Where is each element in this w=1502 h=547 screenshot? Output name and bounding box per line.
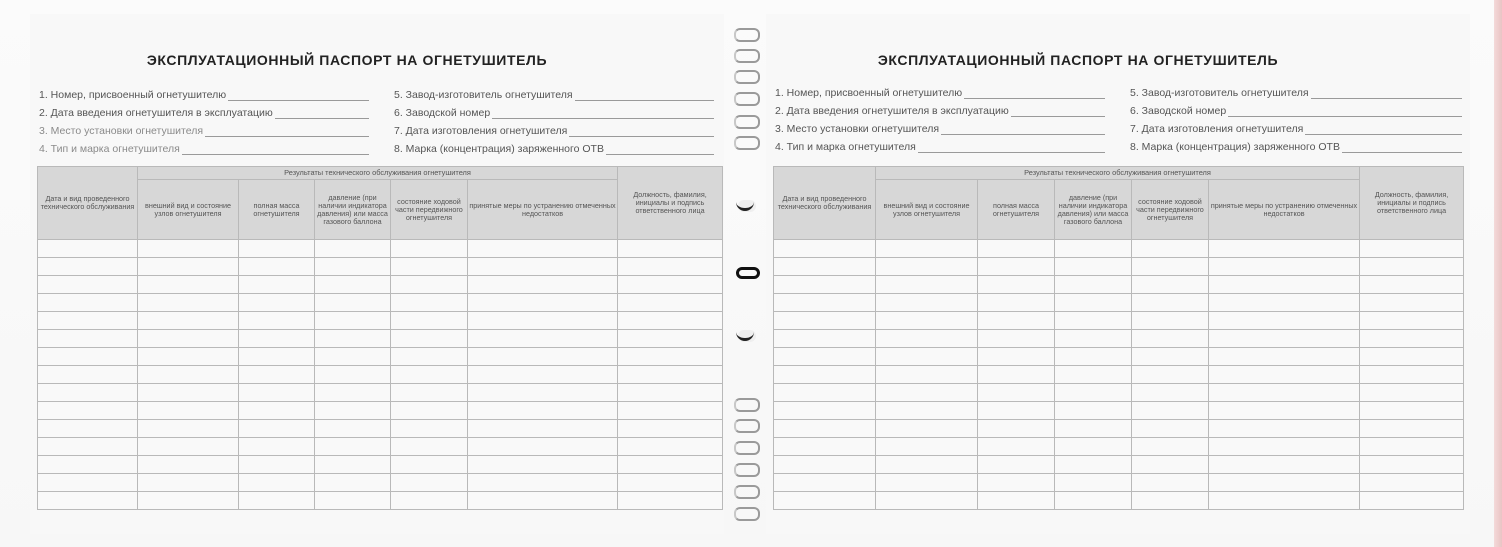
table-cell[interactable]: [1209, 276, 1360, 294]
table-cell[interactable]: [1209, 366, 1360, 384]
table-cell[interactable]: [1209, 438, 1360, 456]
table-cell[interactable]: [391, 402, 468, 420]
table-cell[interactable]: [468, 366, 618, 384]
table-cell[interactable]: [1132, 492, 1209, 510]
table-cell[interactable]: [876, 366, 978, 384]
table-cell[interactable]: [1055, 402, 1132, 420]
table-cell[interactable]: [618, 330, 723, 348]
col-measures-header: принятые меры по устранению отмеченных недостатков: [468, 180, 618, 240]
table-cell[interactable]: [239, 456, 315, 474]
table-cell[interactable]: [1209, 294, 1360, 312]
table-row: [38, 276, 723, 294]
table-cell[interactable]: [391, 330, 468, 348]
table-row: [774, 240, 1464, 258]
table-cell[interactable]: [391, 384, 468, 402]
table-cell[interactable]: [391, 276, 468, 294]
binding-coil: [734, 463, 760, 477]
binding-coil: [734, 136, 760, 150]
table-cell[interactable]: [876, 420, 978, 438]
field-commission-date[interactable]: 2. Дата введения огнетушителя в эксплуатацию: [39, 105, 369, 119]
field-number[interactable]: 1. Номер, присвоенный огнетушителю: [39, 87, 369, 101]
table-cell[interactable]: [1209, 330, 1360, 348]
table-cell[interactable]: [138, 276, 239, 294]
table-cell[interactable]: [978, 258, 1055, 276]
field-type[interactable]: 4. Тип и марка огнетушителя: [39, 141, 369, 155]
table-row: [774, 312, 1464, 330]
table-cell[interactable]: [618, 294, 723, 312]
table-cell[interactable]: [1055, 330, 1132, 348]
table-cell[interactable]: [315, 438, 391, 456]
table-cell[interactable]: [315, 474, 391, 492]
table-cell[interactable]: [1209, 240, 1360, 258]
binding-coil: [734, 70, 760, 84]
field-location[interactable]: 3. Место установки огнетушителя: [775, 121, 1105, 135]
table-cell[interactable]: [1209, 348, 1360, 366]
table-cell[interactable]: [978, 348, 1055, 366]
table-cell[interactable]: [1055, 420, 1132, 438]
table-row: [38, 366, 723, 384]
table-cell[interactable]: [978, 456, 1055, 474]
col-date-header: Дата и вид проведенного технического обслуживания: [38, 167, 138, 240]
table-cell[interactable]: [239, 366, 315, 384]
table-cell[interactable]: [468, 294, 618, 312]
table-row: [774, 456, 1464, 474]
table-cell[interactable]: [391, 492, 468, 510]
table-cell[interactable]: [391, 438, 468, 456]
table-cell[interactable]: [876, 492, 978, 510]
table-cell[interactable]: [1360, 402, 1464, 420]
table-cell[interactable]: [138, 294, 239, 312]
field-number[interactable]: 1. Номер, присвоенный огнетушителю: [775, 85, 1105, 99]
table-cell[interactable]: [876, 456, 978, 474]
page-title: ЭКСПЛУАТАЦИОННЫЙ ПАСПОРТ НА ОГНЕТУШИТЕЛЬ: [877, 52, 1279, 68]
table-cell[interactable]: [774, 240, 876, 258]
table-cell[interactable]: [468, 438, 618, 456]
table-cell[interactable]: [468, 312, 618, 330]
col-mass-header: полная масса огнетушителя: [978, 180, 1055, 240]
table-cell[interactable]: [618, 456, 723, 474]
table-cell[interactable]: [618, 474, 723, 492]
table-cell[interactable]: [391, 474, 468, 492]
binding-coil: [734, 115, 760, 129]
binding-coil: [734, 441, 760, 455]
col-measures-header: принятые меры по устранению отмеченных недостатков: [1209, 180, 1360, 240]
table-cell[interactable]: [774, 294, 876, 312]
table-cell[interactable]: [1360, 240, 1464, 258]
table-cell[interactable]: [1055, 456, 1132, 474]
binding-coil: [734, 398, 760, 412]
table-cell[interactable]: [239, 240, 315, 258]
table-cell[interactable]: [876, 312, 978, 330]
table-cell[interactable]: [1132, 456, 1209, 474]
table-cell[interactable]: [315, 258, 391, 276]
table-cell[interactable]: [391, 258, 468, 276]
table-cell[interactable]: [239, 420, 315, 438]
table-cell[interactable]: [138, 258, 239, 276]
table-cell[interactable]: [468, 474, 618, 492]
table-cell[interactable]: [38, 330, 138, 348]
table-row: [38, 402, 723, 420]
table-cell[interactable]: [618, 258, 723, 276]
left-page: [30, 14, 724, 534]
field-agent-brand[interactable]: 8. Марка (концентрация) заряженного ОТВ: [394, 141, 714, 155]
table-cell[interactable]: [774, 366, 876, 384]
table-cell[interactable]: [138, 420, 239, 438]
passport-fields: [775, 84, 1464, 154]
table-cell[interactable]: [38, 402, 138, 420]
table-cell[interactable]: [391, 240, 468, 258]
table-row: [38, 312, 723, 330]
table-cell[interactable]: [468, 492, 618, 510]
table-cell[interactable]: [38, 348, 138, 366]
table-cell[interactable]: [876, 438, 978, 456]
table-cell[interactable]: [1132, 348, 1209, 366]
col-date-header: Дата и вид проведенного технического обслуживания: [774, 167, 876, 240]
field-manufacture-date[interactable]: 7. Дата изготовления огнетушителя: [394, 123, 714, 137]
spiral-binding: [724, 0, 766, 547]
table-cell[interactable]: [774, 276, 876, 294]
table-cell[interactable]: [38, 474, 138, 492]
table-cell[interactable]: [138, 474, 239, 492]
page-title: ЭКСПЛУАТАЦИОННЫЙ ПАСПОРТ НА ОГНЕТУШИТЕЛЬ: [146, 52, 548, 68]
table-cell[interactable]: [1360, 294, 1464, 312]
table-cell[interactable]: [239, 384, 315, 402]
field-serial[interactable]: 6. Заводской номер: [1130, 103, 1462, 117]
table-cell[interactable]: [1360, 276, 1464, 294]
binding-coil: [734, 507, 760, 521]
table-row: [774, 258, 1464, 276]
table-cell[interactable]: [774, 312, 876, 330]
table-cell[interactable]: [1209, 456, 1360, 474]
table-cell[interactable]: [1132, 474, 1209, 492]
table-cell[interactable]: [618, 420, 723, 438]
table-row: [38, 258, 723, 276]
col-pressure-header: давление (при наличии индикатора давления) или масса газового баллона: [1055, 180, 1132, 240]
table-row: [38, 294, 723, 312]
field-commission-date[interactable]: 2. Дата введения огнетушителя в эксплуатацию: [775, 103, 1105, 117]
table-cell[interactable]: [876, 474, 978, 492]
table-row: [774, 474, 1464, 492]
table-cell[interactable]: [38, 438, 138, 456]
table-cell[interactable]: [1360, 348, 1464, 366]
table-cell[interactable]: [1360, 330, 1464, 348]
col-appearance-header: внешний вид и состояние узлов огнетушителя: [876, 180, 978, 240]
group-header: Результаты технического обслуживания огнетушителя: [138, 167, 618, 180]
table-cell[interactable]: [315, 402, 391, 420]
col-chassis-header: состояние ходовой части передвижного огнетушителя: [1132, 180, 1209, 240]
table-cell[interactable]: [1209, 312, 1360, 330]
table-cell[interactable]: [1209, 492, 1360, 510]
table-cell[interactable]: [38, 366, 138, 384]
table-cell[interactable]: [38, 456, 138, 474]
table-cell[interactable]: [391, 294, 468, 312]
table-cell[interactable]: [391, 366, 468, 384]
table-cell[interactable]: [138, 438, 239, 456]
table-row: [774, 438, 1464, 456]
table-cell[interactable]: [1209, 474, 1360, 492]
cover-edge: [1494, 0, 1502, 547]
table-row: [38, 348, 723, 366]
table-cell[interactable]: [1360, 474, 1464, 492]
col-appearance-header: внешний вид и состояние узлов огнетушителя: [138, 180, 239, 240]
table-cell[interactable]: [978, 276, 1055, 294]
table-cell[interactable]: [618, 366, 723, 384]
field-type[interactable]: 4. Тип и марка огнетушителя: [775, 139, 1105, 153]
table-cell[interactable]: [876, 258, 978, 276]
table-cell[interactable]: [315, 330, 391, 348]
table-cell[interactable]: [468, 276, 618, 294]
table-cell[interactable]: [468, 402, 618, 420]
col-signature-header: Должность, фамилия, инициалы и подпись ответственного лица: [618, 167, 723, 240]
table-cell[interactable]: [1055, 474, 1132, 492]
table-cell[interactable]: [315, 366, 391, 384]
table-cell[interactable]: [1055, 384, 1132, 402]
table-cell[interactable]: [1055, 366, 1132, 384]
table-cell[interactable]: [239, 330, 315, 348]
table-cell[interactable]: [315, 384, 391, 402]
table-cell[interactable]: [1055, 348, 1132, 366]
table-cell[interactable]: [391, 420, 468, 438]
table-cell[interactable]: [978, 366, 1055, 384]
table-cell[interactable]: [774, 258, 876, 276]
table-row: [774, 402, 1464, 420]
table-cell[interactable]: [239, 402, 315, 420]
table-cell[interactable]: [978, 420, 1055, 438]
table-cell[interactable]: [1132, 366, 1209, 384]
table-cell[interactable]: [38, 294, 138, 312]
table-cell[interactable]: [618, 384, 723, 402]
table-cell[interactable]: [774, 492, 876, 510]
table-cell[interactable]: [391, 312, 468, 330]
table-cell[interactable]: [978, 438, 1055, 456]
table-cell[interactable]: [774, 348, 876, 366]
table-cell[interactable]: [468, 420, 618, 438]
table-cell[interactable]: [239, 294, 315, 312]
table-cell[interactable]: [1055, 240, 1132, 258]
table-row: [38, 240, 723, 258]
table-cell[interactable]: [138, 330, 239, 348]
table-cell[interactable]: [138, 492, 239, 510]
table-cell[interactable]: [774, 474, 876, 492]
table-cell[interactable]: [138, 366, 239, 384]
table-cell[interactable]: [315, 348, 391, 366]
table-cell[interactable]: [1209, 258, 1360, 276]
table-cell[interactable]: [618, 240, 723, 258]
table-cell[interactable]: [978, 294, 1055, 312]
table-cell[interactable]: [468, 348, 618, 366]
table-cell[interactable]: [618, 348, 723, 366]
table-cell[interactable]: [876, 384, 978, 402]
table-row: [38, 474, 723, 492]
maintenance-table: [773, 166, 1464, 510]
table-cell[interactable]: [978, 312, 1055, 330]
table-cell[interactable]: [239, 348, 315, 366]
table-cell[interactable]: [876, 402, 978, 420]
col-pressure-header: давление (при наличии индикатора давления) или масса газового баллона: [315, 180, 391, 240]
table-cell[interactable]: [1055, 258, 1132, 276]
table-cell[interactable]: [1132, 330, 1209, 348]
table-cell[interactable]: [468, 258, 618, 276]
table-row: [38, 330, 723, 348]
table-cell[interactable]: [38, 384, 138, 402]
table-cell[interactable]: [138, 312, 239, 330]
table-row: [774, 294, 1464, 312]
table-cell[interactable]: [876, 330, 978, 348]
table-cell[interactable]: [1360, 366, 1464, 384]
table-row: [774, 348, 1464, 366]
table-cell[interactable]: [239, 492, 315, 510]
table-cell[interactable]: [618, 492, 723, 510]
table-cell[interactable]: [1209, 420, 1360, 438]
right-page: [766, 14, 1470, 534]
table-cell[interactable]: [315, 240, 391, 258]
table-cell[interactable]: [138, 402, 239, 420]
col-signature-header: Должность, фамилия, инициалы и подпись ответственного лица: [1360, 167, 1464, 240]
table-cell[interactable]: [315, 312, 391, 330]
table-cell[interactable]: [774, 420, 876, 438]
table-row: [774, 492, 1464, 510]
field-manufacturer[interactable]: 5. Завод-изготовитель огнетушителя: [1130, 85, 1462, 99]
table-cell[interactable]: [468, 330, 618, 348]
table-row: [774, 330, 1464, 348]
table-cell[interactable]: [978, 384, 1055, 402]
binding-ring: [736, 267, 760, 279]
table-cell[interactable]: [1360, 312, 1464, 330]
table-cell[interactable]: [239, 276, 315, 294]
table-cell[interactable]: [1132, 276, 1209, 294]
table-cell[interactable]: [1132, 312, 1209, 330]
table-cell[interactable]: [315, 420, 391, 438]
table-cell[interactable]: [774, 456, 876, 474]
table-cell[interactable]: [1132, 240, 1209, 258]
table-row: [774, 384, 1464, 402]
table-cell[interactable]: [1209, 384, 1360, 402]
col-mass-header: полная масса огнетушителя: [239, 180, 315, 240]
table-cell[interactable]: [38, 492, 138, 510]
binding-coil: [734, 49, 760, 63]
field-serial[interactable]: 6. Заводской номер: [394, 105, 714, 119]
table-cell[interactable]: [774, 384, 876, 402]
table-cell[interactable]: [239, 258, 315, 276]
table-cell[interactable]: [1132, 420, 1209, 438]
table-cell[interactable]: [468, 456, 618, 474]
table-cell[interactable]: [978, 240, 1055, 258]
table-cell[interactable]: [1132, 402, 1209, 420]
table-cell[interactable]: [618, 312, 723, 330]
table-cell[interactable]: [618, 402, 723, 420]
table-cell[interactable]: [876, 294, 978, 312]
table-cell[interactable]: [391, 348, 468, 366]
table-cell[interactable]: [978, 330, 1055, 348]
binding-coil: [734, 92, 760, 106]
field-agent-brand[interactable]: 8. Марка (концентрация) заряженного ОТВ: [1130, 139, 1462, 153]
table-cell[interactable]: [1132, 258, 1209, 276]
maintenance-table: [37, 166, 723, 510]
table-cell[interactable]: [239, 312, 315, 330]
table-cell[interactable]: [876, 348, 978, 366]
table-cell[interactable]: [38, 420, 138, 438]
table-cell[interactable]: [1209, 402, 1360, 420]
table-cell[interactable]: [618, 276, 723, 294]
table-cell[interactable]: [38, 240, 138, 258]
table-cell[interactable]: [1132, 438, 1209, 456]
table-cell[interactable]: [978, 402, 1055, 420]
table-row: [38, 438, 723, 456]
table-cell[interactable]: [1360, 456, 1464, 474]
col-chassis-header: состояние ходовой части передвижного огнетушителя: [391, 180, 468, 240]
table-cell[interactable]: [1360, 492, 1464, 510]
table-cell[interactable]: [1360, 420, 1464, 438]
table-cell[interactable]: [978, 492, 1055, 510]
table-cell[interactable]: [1055, 438, 1132, 456]
table-row: [38, 384, 723, 402]
table-row: [38, 492, 723, 510]
table-cell[interactable]: [239, 438, 315, 456]
binding-coil: [734, 419, 760, 433]
table-cell[interactable]: [315, 294, 391, 312]
field-location[interactable]: 3. Место установки огнетушителя: [39, 123, 369, 137]
table-cell[interactable]: [1132, 294, 1209, 312]
table-cell[interactable]: [1055, 312, 1132, 330]
table-cell[interactable]: [1055, 492, 1132, 510]
table-row: [38, 420, 723, 438]
table-cell[interactable]: [315, 276, 391, 294]
table-cell[interactable]: [138, 240, 239, 258]
passport-fields: [39, 84, 718, 154]
table-cell[interactable]: [468, 384, 618, 402]
table-cell[interactable]: [978, 474, 1055, 492]
binding-coil: [734, 485, 760, 499]
table-row: [774, 366, 1464, 384]
table-cell[interactable]: [1360, 258, 1464, 276]
table-cell[interactable]: [1360, 384, 1464, 402]
field-manufacturer[interactable]: 5. Завод-изготовитель огнетушителя: [394, 87, 714, 101]
table-cell[interactable]: [1055, 276, 1132, 294]
table-cell[interactable]: [38, 276, 138, 294]
table-row: [774, 420, 1464, 438]
table-cell[interactable]: [138, 384, 239, 402]
table-cell[interactable]: [38, 312, 138, 330]
table-cell[interactable]: [1360, 438, 1464, 456]
table-cell[interactable]: [138, 348, 239, 366]
table-cell[interactable]: [239, 474, 315, 492]
binding-coil: [734, 28, 760, 42]
table-cell[interactable]: [774, 438, 876, 456]
table-cell[interactable]: [38, 258, 138, 276]
table-cell[interactable]: [315, 456, 391, 474]
table-cell[interactable]: [391, 456, 468, 474]
field-manufacture-date[interactable]: 7. Дата изготовления огнетушителя: [1130, 121, 1462, 135]
table-cell[interactable]: [774, 402, 876, 420]
table-cell[interactable]: [468, 240, 618, 258]
table-cell[interactable]: [618, 438, 723, 456]
table-row: [774, 276, 1464, 294]
table-cell[interactable]: [1132, 384, 1209, 402]
table-cell[interactable]: [1055, 294, 1132, 312]
table-cell[interactable]: [774, 330, 876, 348]
table-cell[interactable]: [876, 240, 978, 258]
table-row: [38, 456, 723, 474]
table-cell[interactable]: [138, 456, 239, 474]
table-cell[interactable]: [876, 276, 978, 294]
table-cell[interactable]: [315, 492, 391, 510]
group-header: Результаты технического обслуживания огнетушителя: [876, 167, 1360, 180]
